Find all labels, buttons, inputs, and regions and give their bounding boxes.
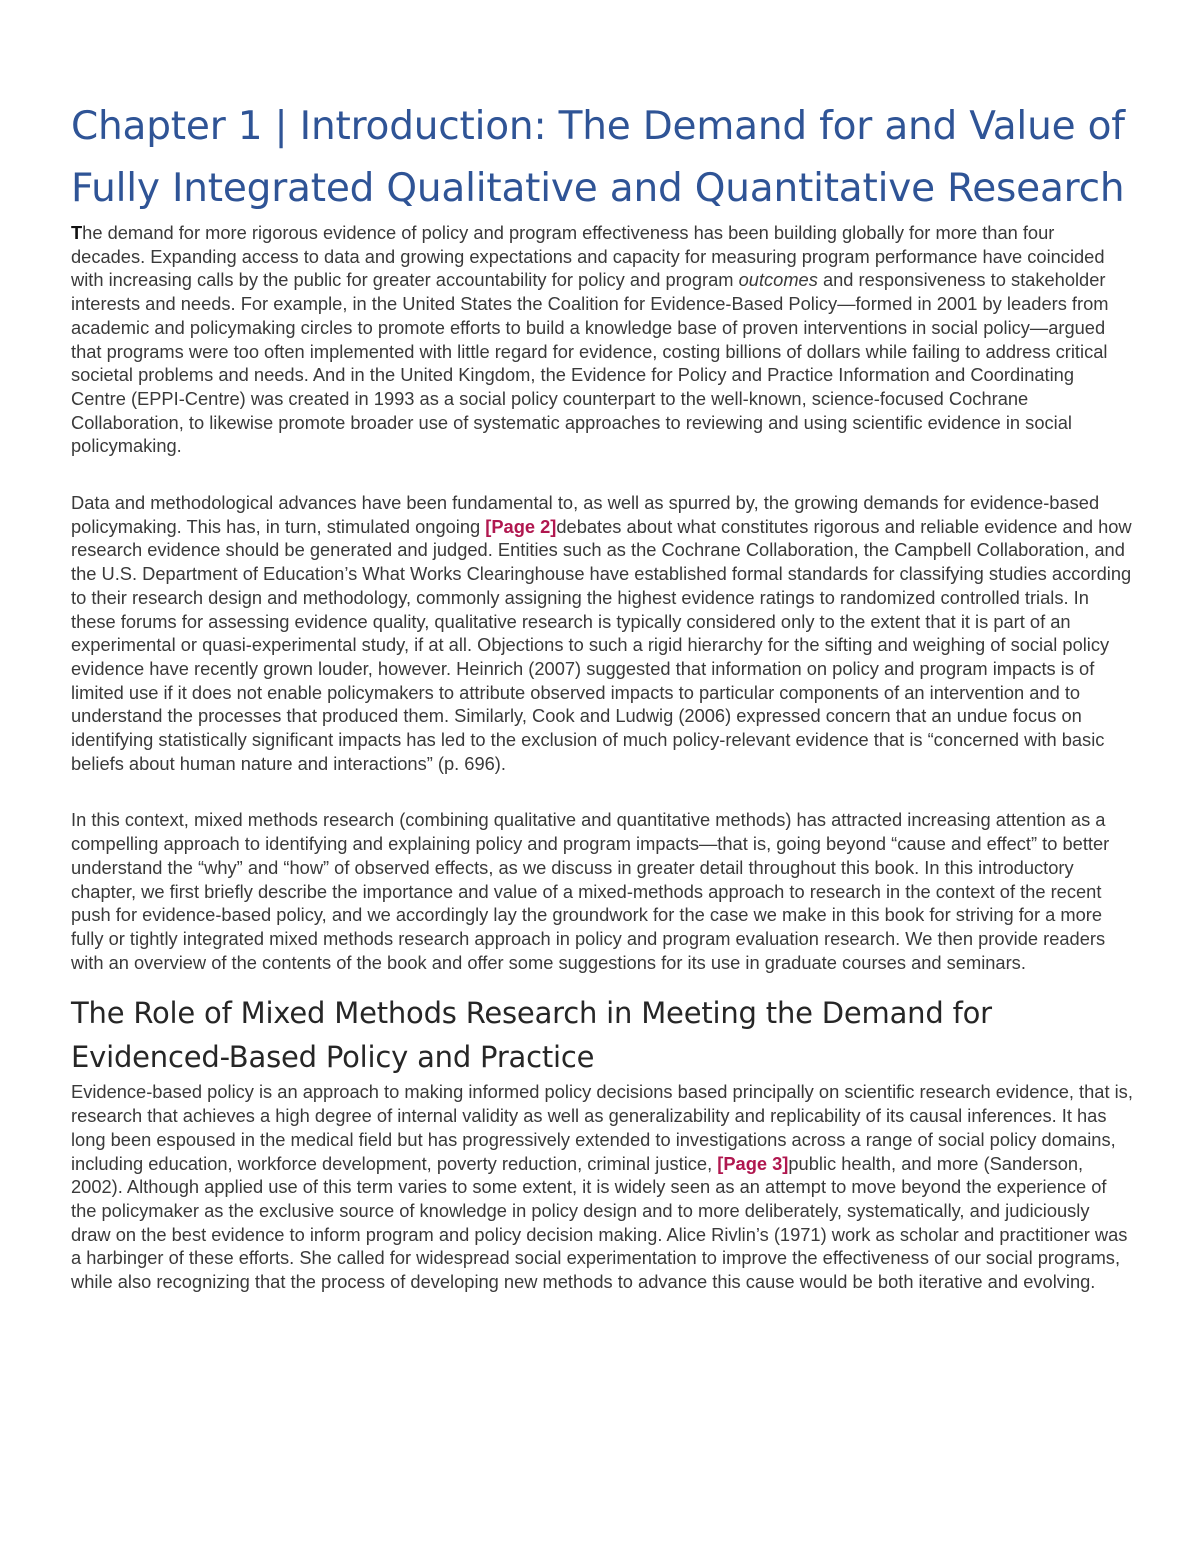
paragraph-demand-for-evidence [71, 221, 1133, 458]
document-page [71, 96, 1133, 1294]
paragraph-methodological-advances [71, 491, 1133, 775]
page-marker-2: [Page 2] [485, 515, 557, 537]
paragraph-text: and responsiveness to stakeholder interests and needs. For example, in the United States the Coalition for Evidence-Based Policy—formed in 2001 by leaders from academic and policymaking circles to promote efforts to build a knowledge base of proven interventions in social policy—argued that programs were too often implemented with little regard for evidence, costing billions of dollars while failing to address critical societal problems and needs. And in the United Kingdom, the Evidence for Policy and Practice Information and Coordinating Centre (EPPI-Centre) was created in 1993 as a social policy counterpart to the well-known, science-focused Cochrane Collaboration, to likewise promote broader use of systematic approaches to reviewing and using scientific evidence in social policymaking. [71, 269, 1109, 457]
paragraph-text: he demand for more rigorous evidence of policy and program effectiveness has been building globally for more than four decades. Expanding access to data and growing expectations and capacity for measuring program performance have coincided with increasing calls by the public for greater accountability for policy and program [71, 222, 1105, 291]
page-marker-3: [Page 3] [717, 1152, 789, 1174]
section-title: The Role of Mixed Methods Research in Meeting the Demand for Evidenced-Based Policy and Practice [71, 996, 992, 1075]
paragraph-text: public health, and more (Sanderson, 2002). Although applied use of this term varies to some extent, it is widely seen as an attempt to move beyond the experience of the policymaker as the exclusive source of knowledge in policy design and to more deliberately, systematically, and judiciously draw on the best evidence to inform program and policy decision making. Alice Rivlin’s (1971) work as scholar and practitioner was a harbinger of these efforts. She called for widespread social experimentation to improve the effectiveness of our social programs, while also recognizing that the process of developing new methods to advance this cause would be both iterative and evolving. [71, 1152, 1128, 1293]
drop-letter: T [71, 222, 83, 243]
paragraph-text: Evidence-based policy is an approach to making informed policy decisions based principally on scientific research evidence, that is, research that achieves a high degree of internal validity as well as generalizability and replicability of its causal inferences. It has long been espoused in the medical field but has progressively extended to investigations across a range of social policy domains, including education, workforce development, poverty reduction, criminal justice, [71, 1081, 1133, 1174]
paragraph-text: debates about what constitutes rigorous and reliable evidence and how research evidence should be generated and judged. Entities such as the Cochrane Collaboration, the Campbell Collaboration, and the U.S. Department of Education’s What Works Clearinghouse have established formal standards for classifying studies according to their research design and methodology, commonly assigning the highest evidence ratings to randomized controlled trials. In these forums for assessing evidence quality, qualitative research is typically considered only to the extent that it is part of an experimental or quasi-experimental study, if at all. Objections to such a rigid hierarchy for the sifting and weighing of social policy evidence have recently grown louder, however. Heinrich (2007) suggested that information on policy and program impacts is of limited use if it does not enable policymakers to attribute observed impacts to particular components of an intervention and to understand the processes that produced them. Similarly, Cook and Ludwig (2006) expressed concern that an undue focus on identifying statistically significant impacts has led to the exclusion of much policy-relevant evidence that is “concerned with basic beliefs about human nature and interactions” (p. 696). [71, 515, 1132, 774]
chapter-title: Chapter 1 | Introduction: The Demand for and Value of Fully Integrated Qualitative and Quantitative Research [71, 104, 1125, 211]
paragraph-mixed-methods-context: In this context, mixed methods research (combining qualitative and quantitative methods) has attracted increasing attention as a compelling approach to identifying and explaining policy and program impacts—that is, going beyond “cause and effect” to better understand the “why” and “how” of observed effects, as we discuss in greater detail throughout this book. In this introductory chapter, we first briefly describe the importance and value of a mixed-methods approach to research in the context of the recent push for evidence-based policy, and we accordingly lay the groundwork for the case we make in this book for striving for a more fully or tightly integrated mixed methods research approach in policy and program evaluation research. We then provide readers with an overview of the contents of the book and offer some suggestions for its use in graduate courses and seminars. [71, 809, 1110, 973]
paragraph-text: Data and methodological advances have been fundamental to, as well as spurred by, the growing demands for evidence-based policymaking. This has, in turn, stimulated ongoing [71, 492, 1100, 537]
emphasis-outcomes: outcomes [738, 269, 818, 291]
paragraph-evidence-based-policy [71, 1080, 1133, 1293]
